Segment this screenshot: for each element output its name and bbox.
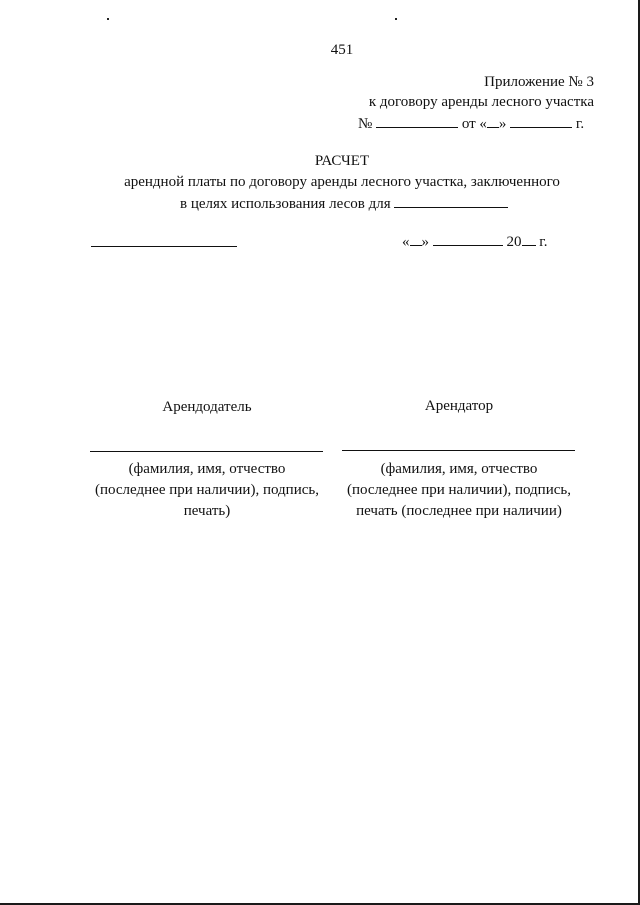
date-year-suffix: г. xyxy=(539,234,548,250)
month-blank xyxy=(510,114,572,128)
page-number: 451 xyxy=(330,42,354,58)
scan-speck xyxy=(107,18,109,20)
lessee-caption-line1: (фамилия, имя, отчество xyxy=(380,461,538,477)
annex-subtitle: к договору аренды лесного участка xyxy=(368,94,594,110)
quote-close: » xyxy=(498,116,507,132)
year-prefix: 20 xyxy=(506,234,522,250)
purpose-blank xyxy=(394,194,508,208)
year-suffix: г. xyxy=(575,116,585,132)
lessee-signature-line xyxy=(342,450,575,451)
place-blank xyxy=(91,246,237,247)
annex-title: Приложение № 3 xyxy=(484,74,594,90)
lessor-caption-line2: (последнее при наличии), подпись, xyxy=(95,482,319,498)
document-title: РАСЧЕТ xyxy=(314,153,370,169)
from-label: от « xyxy=(461,116,487,132)
open-quote: « xyxy=(402,234,410,250)
date-day-blank xyxy=(410,232,422,246)
lessor-label: Арендодатель xyxy=(162,399,252,415)
lessor-caption-line3: печать) xyxy=(183,503,231,519)
lessee-caption-line3: печать (последнее при наличии) xyxy=(356,503,562,519)
lessee-label: Арендатор xyxy=(424,398,494,414)
lessor-signature-line xyxy=(90,451,323,452)
number-sign: № xyxy=(358,116,373,132)
scan-speck xyxy=(395,18,397,20)
day-blank xyxy=(487,114,499,128)
date-year-blank xyxy=(522,232,536,246)
contract-number-blank xyxy=(376,114,458,128)
lessee-caption-line2: (последнее при наличии), подпись, xyxy=(347,482,571,498)
close-quote: » xyxy=(421,234,429,250)
purpose-label: в целях использования лесов для xyxy=(180,196,391,212)
document-subtitle-line2 xyxy=(180,194,508,214)
date-line xyxy=(402,232,547,252)
annex-number-line xyxy=(358,114,584,134)
document-subtitle-line1: арендной платы по договору аренды лесного участка, заключенного xyxy=(124,174,560,190)
lessor-caption-line1: (фамилия, имя, отчество xyxy=(128,461,286,477)
date-month-blank xyxy=(433,232,503,246)
